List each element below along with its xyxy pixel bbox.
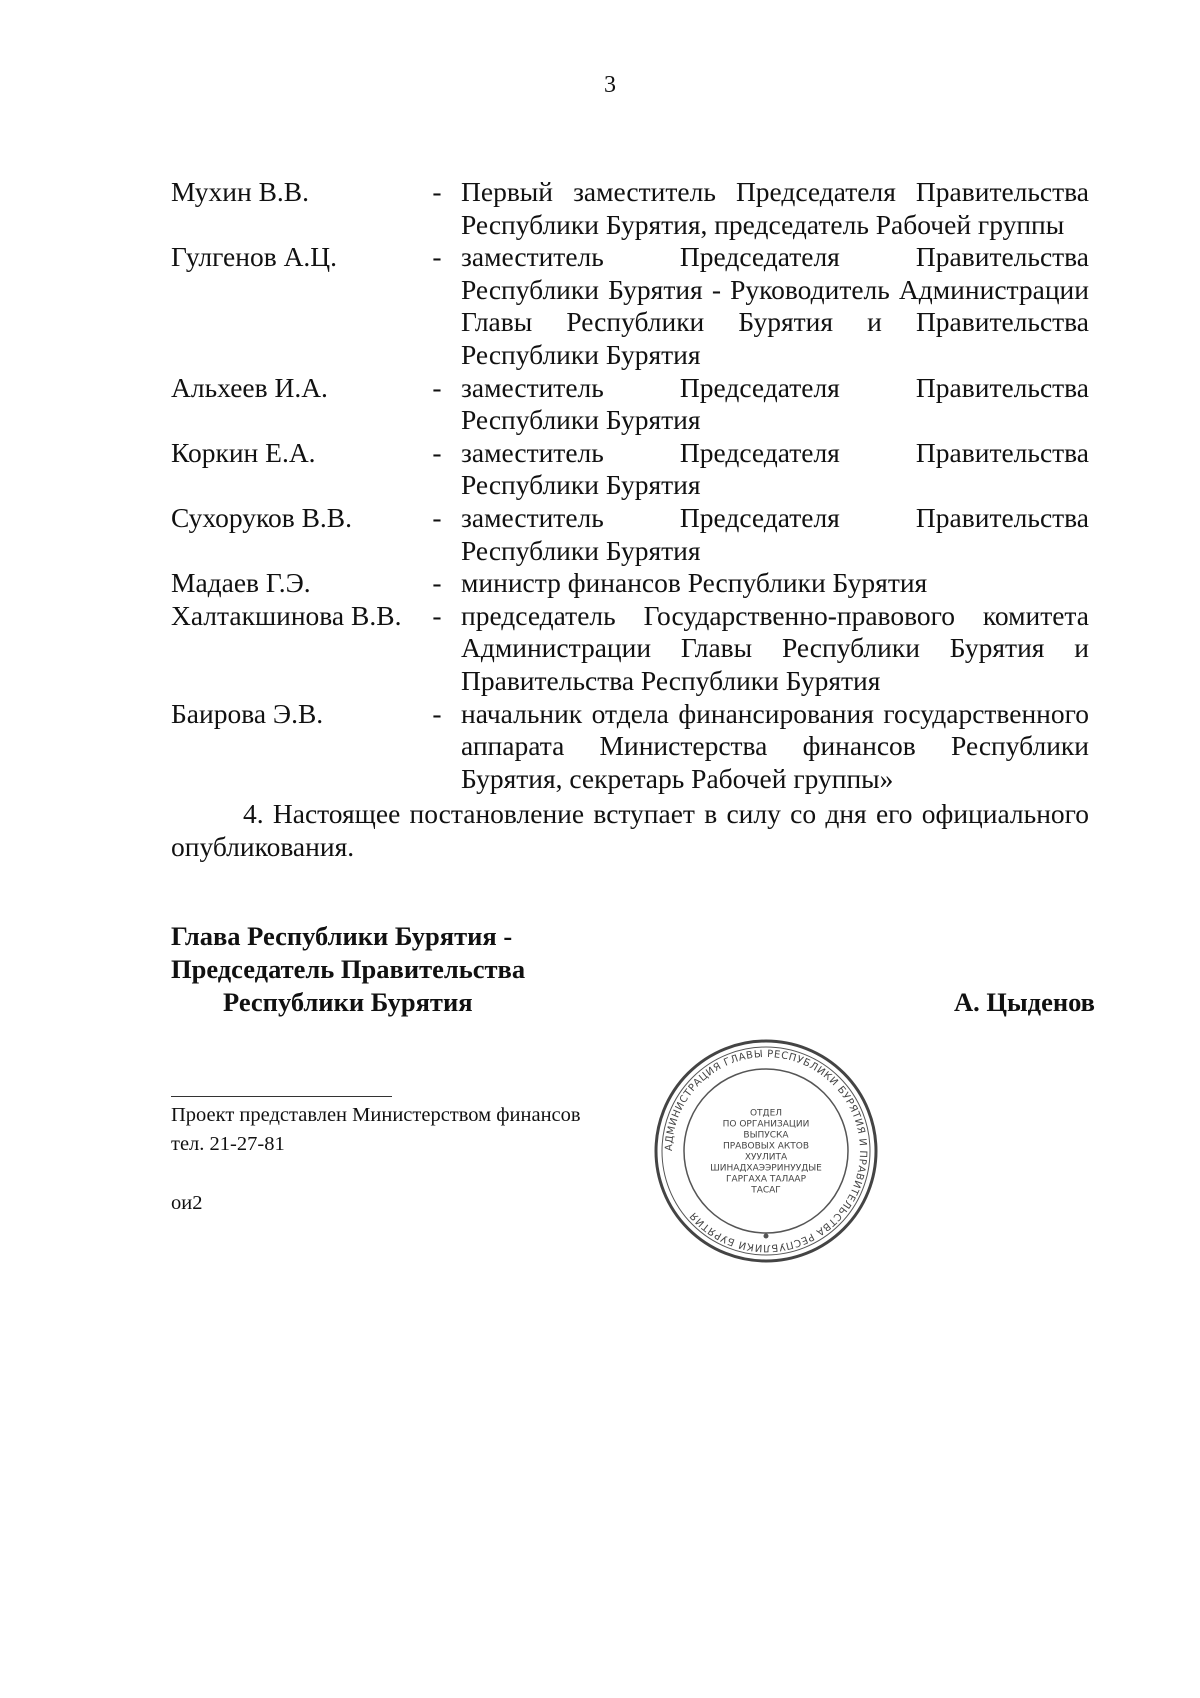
seal-dot (764, 1234, 769, 1239)
signer-name: А. Цыденов (953, 987, 1095, 1017)
member-dash: - (432, 567, 442, 599)
seal-inner-line: ШИНАДХАЭЭРИНУУДЫЕ (710, 1163, 822, 1174)
seal-inner-line: ОТДЕЛ (749, 1108, 783, 1119)
member-dash: - (432, 599, 442, 631)
member-name: Гулгенов А.Ц. (171, 241, 338, 273)
signature-title-line-2: Председатель Правительства (171, 954, 526, 984)
footnote (171, 1101, 581, 1159)
seal-inner-text (710, 1109, 822, 1196)
seal-inner-line: ВЫПУСКА (743, 1130, 789, 1141)
seal-inner-line: ТАСАГ (751, 1185, 781, 1196)
footnote-line-2: тел. 21-27-81 (171, 1133, 285, 1155)
seal-outer-text: АДМИНИСТРАЦИЯ ГЛАВЫ РЕСПУБЛИКИ БУРЯТИЯ И ПРАВИТЕЛЬСТВА РЕСПУБЛИКИ БУРЯТИЯ (663, 1048, 869, 1254)
footnote-line-1: Проект представлен Министерством финансов (171, 1104, 581, 1126)
member-name: Сухоруков В.В. (171, 501, 353, 533)
member-row (171, 698, 1089, 796)
official-seal (651, 1036, 881, 1266)
member-row (171, 372, 1089, 437)
member-role: председатель Государственно-правового комитета Администрации Главы Республики Бурятия и Правительства Республики Бурятия (461, 599, 1089, 696)
signature-block (171, 920, 1095, 1019)
member-row (171, 176, 1089, 241)
page-number: 3 (604, 72, 616, 98)
member-dash: - (432, 697, 442, 729)
member-row (171, 567, 1089, 600)
member-role: заместитель Председателя Правительства Республики Бурятия (461, 371, 1089, 436)
footnote-divider (171, 1096, 392, 1097)
member-name: Коркин Е.А. (171, 436, 316, 468)
member-row (171, 437, 1089, 502)
document-code: ои2 (171, 1192, 203, 1214)
member-role: министр финансов Республики Бурятия (461, 567, 928, 599)
seal-inner-line: ПО ОРГАНИЗАЦИИ (722, 1119, 810, 1130)
member-role: начальник отдела финансирования государственного аппарата Министерства финансов Республики Бурятия, секретарь Рабочей группы» (461, 697, 1089, 794)
seal-inner-line: ГАРГАХА ТАЛААР (725, 1174, 807, 1185)
member-dash: - (432, 436, 442, 468)
member-dash: - (432, 176, 442, 207)
member-role: заместитель Председателя Правительства Республики Бурятия (461, 501, 1089, 566)
seal-inner-line: ПРАВОВЫХ АКТОВ (722, 1141, 810, 1152)
signature-title-line-1: Глава Республики Бурятия - (171, 921, 513, 951)
member-dash: - (432, 371, 442, 403)
signature-title-line-3: Республики Бурятия (223, 987, 473, 1017)
member-role: Первый заместитель Председателя Правительства Республики Бурятия, председатель Рабочей группы (461, 176, 1089, 240)
member-role: заместитель Председателя Правительства Республики Бурятия (461, 436, 1089, 501)
seal-inner-line: ХУУЛИТА (744, 1152, 788, 1163)
member-dash: - (432, 501, 442, 533)
member-name: Мадаев Г.Э. (171, 567, 311, 599)
member-name: Халтакшинова В.В. (171, 599, 402, 631)
member-name: Мухин В.В. (171, 176, 310, 207)
member-name: Альхеев И.А. (171, 371, 328, 403)
clause-4: 4. Настоящее постановление вступает в силу со дня его официального опубликования. (171, 798, 1089, 862)
member-row (171, 241, 1089, 371)
member-name: Баирова Э.В. (171, 697, 324, 729)
member-role: заместитель Председателя Правительства Республики Бурятия - Руководитель Администрации Главы Республики Бурятия и Правительства Республики Бурятия (461, 241, 1089, 370)
member-row (171, 502, 1089, 567)
member-dash: - (432, 241, 442, 273)
member-row (171, 600, 1089, 698)
members-list (171, 176, 1089, 795)
